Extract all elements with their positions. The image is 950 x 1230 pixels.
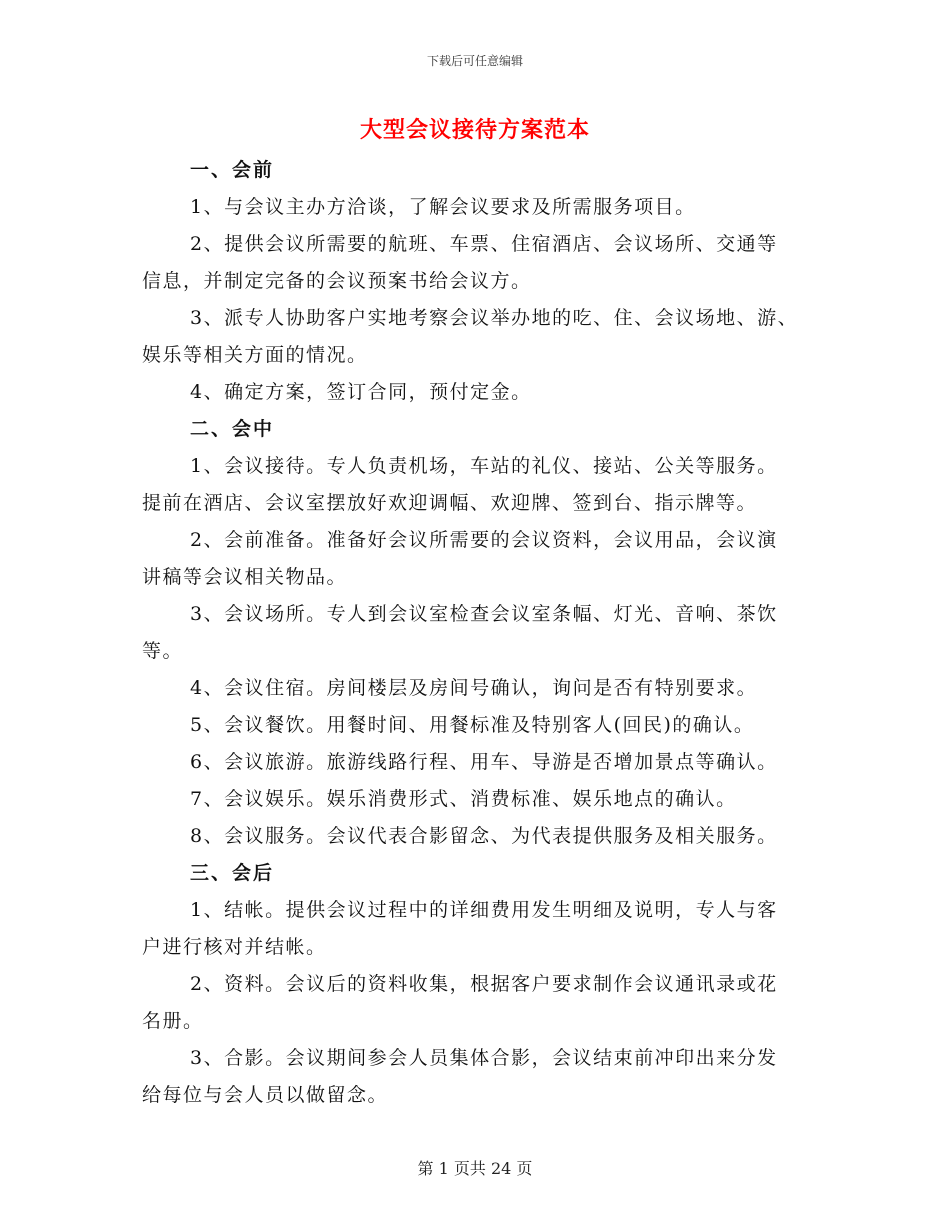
paragraph-continuation-line: 等。 xyxy=(142,640,184,662)
section-heading: 三、会后 xyxy=(190,862,275,884)
paragraph-continuation-line: 户进行核对并结帐。 xyxy=(142,936,327,958)
page-footer: 第 1 页共 24 页 xyxy=(417,1159,533,1178)
section-heading: 一、会前 xyxy=(190,159,275,181)
paragraph-line: 2、会前准备。准备好会议所需要的会议资料，会议用品，会议演 xyxy=(190,529,778,551)
paragraph-continuation-line: 信息，并制定完备的会议预案书给会议方。 xyxy=(142,270,532,292)
paragraph-line: 5、会议餐饮。用餐时间、用餐标准及特别客人(回民)的确认。 xyxy=(190,714,755,736)
paragraph-continuation-line: 讲稿等会议相关物品。 xyxy=(142,566,348,588)
paragraph-continuation-line: 给每位与会人员以做留念。 xyxy=(142,1084,389,1106)
paragraph-line: 1、会议接待。专人负责机场，车站的礼仪、接站、公关等服务。 xyxy=(190,455,778,477)
paragraph-line: 3、会议场所。专人到会议室检查会议室条幅、灯光、音响、茶饮 xyxy=(190,603,778,625)
paragraph-continuation-line: 提前在酒店、会议室摆放好欢迎调幅、欢迎牌、签到台、指示牌等。 xyxy=(142,492,758,514)
paragraph-line: 1、结帐。提供会议过程中的详细费用发生明细及说明，专人与客 xyxy=(190,899,778,921)
paragraph-line: 2、资料。会议后的资料收集，根据客户要求制作会议通讯录或花 xyxy=(190,973,778,995)
paragraph-line: 2、提供会议所需要的航班、车票、住宿酒店、会议场所、交通等 xyxy=(190,233,778,255)
paragraph-line: 3、合影。会议期间参会人员集体合影，会议结束前冲印出来分发 xyxy=(190,1047,778,1069)
document-title: 大型会议接待方案范本 xyxy=(359,117,590,143)
paragraph-line: 4、确定方案，签订合同，预付定金。 xyxy=(190,381,532,403)
paragraph-line: 6、会议旅游。旅游线路行程、用车、导游是否增加景点等确认。 xyxy=(190,751,778,773)
paragraph-line: 4、会议住宿。房间楼层及房间号确认，询问是否有特别要求。 xyxy=(190,677,758,699)
paragraph-line: 7、会议娱乐。娱乐消费形式、消费标准、娱乐地点的确认。 xyxy=(190,788,737,810)
section-heading: 二、会中 xyxy=(190,418,275,440)
paragraph-line: 3、派专人协助客户实地考察会议举办地的吃、住、会议场地、游、 xyxy=(190,307,799,329)
paragraph-line: 8、会议服务。会议代表合影留念、为代表提供服务及相关服务。 xyxy=(190,825,778,847)
header-note: 下载后可任意编辑 xyxy=(426,54,523,68)
paragraph-line: 1、与会议主办方洽谈，了解会议要求及所需服务项目。 xyxy=(190,196,696,218)
paragraph-continuation-line: 名册。 xyxy=(142,1010,204,1032)
document-body xyxy=(142,152,812,1114)
paragraph-continuation-line: 娱乐等相关方面的情况。 xyxy=(142,344,368,366)
